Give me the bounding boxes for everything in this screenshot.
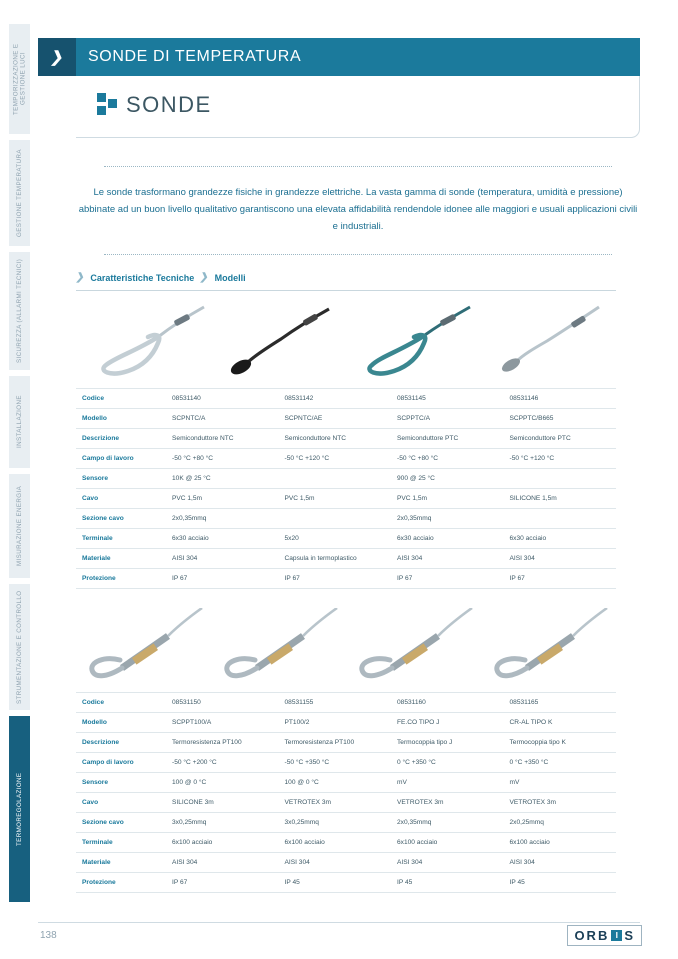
cell: 10K @ 25 °C: [166, 469, 279, 489]
row-label: Terminale: [76, 529, 166, 549]
table-row: [76, 693, 616, 713]
table-row: [76, 429, 616, 449]
row-label: Protezione: [76, 569, 166, 589]
section-name: SONDE: [126, 92, 212, 117]
chevron-small-icon: ❯: [74, 272, 86, 283]
cell: SCPPTC/A: [391, 409, 504, 429]
cell: SILICONE 3m: [166, 793, 279, 813]
page-number: 138: [40, 930, 57, 941]
cell: 100 @ 0 °C: [166, 773, 279, 793]
row-label: Cavo: [76, 793, 166, 813]
side-tab-misurazione-energia[interactable]: [8, 474, 30, 578]
table-row: [76, 753, 616, 773]
table-row: [76, 409, 616, 429]
product-image-scpntc-a: [76, 305, 211, 383]
brand-square-icon: I: [611, 930, 622, 941]
cell: 2x0,35mmq: [391, 509, 504, 529]
row-label: Materiale: [76, 853, 166, 873]
product-image-scppt100-a: [76, 608, 211, 693]
row-label: Modello: [76, 409, 166, 429]
cell: AISI 304: [166, 549, 279, 569]
intro-paragraph: Le sonde trasformano grandezze fisiche in grandezze elettriche. La vasta gamma di sonde (temperatura, umidità e pressione) abbinate ad un buon livello qualitativo garantiscono una elevata affidabilità rendendole idonee alle maggiori e usuali applicazioni civili e industriali.: [78, 187, 638, 232]
cell: FE.CO TIPO J: [391, 713, 504, 733]
row-label: Protezione: [76, 873, 166, 893]
cell: SCPNTC/A: [166, 409, 279, 429]
cell: 08531160: [391, 693, 504, 713]
nav-link-modelli[interactable]: Modelli: [214, 272, 246, 283]
cell: IP 67: [391, 569, 504, 589]
cell: 0 °C +350 °C: [391, 753, 504, 773]
row-label: Terminale: [76, 833, 166, 853]
cell: IP 45: [504, 873, 617, 893]
cell: PVC 1,5m: [166, 489, 279, 509]
cell: 2x0,35mmq: [391, 813, 504, 833]
table-row: [76, 833, 616, 853]
cell: 3x0,25mmq: [166, 813, 279, 833]
table-row: [76, 449, 616, 469]
table-row: [76, 389, 616, 409]
side-tab-label: TEMPORIZZAZIONE E GESTIONE LUCI: [12, 43, 27, 115]
cell: -50 °C +120 °C: [504, 449, 617, 469]
cell: [279, 509, 392, 529]
side-tab-gestione-temperatura[interactable]: [8, 140, 30, 246]
row-label: Codice: [76, 693, 166, 713]
cell: PVC 1,5m: [391, 489, 504, 509]
table-row: [76, 813, 616, 833]
cell: 08531146: [504, 389, 617, 409]
product-image-scpptc-a: [346, 305, 481, 383]
product-image-cral-tipo-k: [481, 608, 616, 693]
row-label: Descrizione: [76, 733, 166, 753]
cell: 2x0,35mmq: [166, 509, 279, 529]
cell: [504, 509, 617, 529]
cell: 6x30 acciaio: [391, 529, 504, 549]
cell: SCPPTC/B665: [504, 409, 617, 429]
divider-bottom: [104, 254, 612, 255]
side-tab-label: TERMOREGOLAZIONE: [16, 772, 23, 846]
row-label: Materiale: [76, 549, 166, 569]
cell: CR-AL TIPO K: [504, 713, 617, 733]
cell: Termocoppia tipo J: [391, 733, 504, 753]
cell: 08531155: [279, 693, 392, 713]
side-tab-label: GESTIONE TEMPERATURA: [16, 149, 23, 237]
spec-table-2: [76, 692, 616, 893]
cell: Semiconduttore NTC: [166, 429, 279, 449]
cell: Termoresistenza PT100: [279, 733, 392, 753]
cell: Termocoppia tipo K: [504, 733, 617, 753]
cell: 2x0,25mmq: [504, 813, 617, 833]
brand-logo-box: [567, 925, 642, 946]
chevron-small-icon: ❯: [199, 272, 210, 283]
cell: -50 °C +80 °C: [166, 449, 279, 469]
cell: mV: [391, 773, 504, 793]
cell: 6x30 acciaio: [166, 529, 279, 549]
row-label: Sensore: [76, 773, 166, 793]
cell: 08531142: [279, 389, 392, 409]
cell: -50 °C +120 °C: [279, 449, 392, 469]
row-label: Codice: [76, 389, 166, 409]
table-row: [76, 873, 616, 893]
side-tab-label: INSTALLAZIONE: [16, 395, 23, 449]
cell: [279, 469, 392, 489]
row-label: Descrizione: [76, 429, 166, 449]
page-title: SONDE DI TEMPERATURA: [88, 48, 302, 65]
cell: 100 @ 0 °C: [279, 773, 392, 793]
cell: mV: [504, 773, 617, 793]
table-row: [76, 733, 616, 753]
product-image-feco-tipo-j: [346, 608, 481, 693]
table-row: [76, 853, 616, 873]
cell: IP 67: [504, 569, 617, 589]
side-tab-sicurezza[interactable]: [8, 252, 30, 370]
bottom-bar: [0, 951, 678, 959]
cell: VETROTEX 3m: [391, 793, 504, 813]
cell: 08531140: [166, 389, 279, 409]
nav-underline: [76, 290, 616, 291]
cell: 3x0,25mmq: [279, 813, 392, 833]
chevron-right-icon: ❯: [48, 48, 66, 66]
row-label: Cavo: [76, 489, 166, 509]
cell: -50 °C +80 °C: [391, 449, 504, 469]
brand-text-right: S: [624, 928, 635, 943]
side-tab-label: STRUMENTAZIONE E CONTROLLO: [16, 590, 23, 704]
cell: 6x30 acciaio: [504, 529, 617, 549]
brand-text-left: ORB: [574, 928, 610, 943]
product-image-scpntc-ae: [211, 305, 346, 383]
cell: 08531145: [391, 389, 504, 409]
cell: 6x100 acciaio: [279, 833, 392, 853]
cell: IP 45: [391, 873, 504, 893]
table-row: [76, 549, 616, 569]
product-images-row-1: [76, 305, 616, 383]
cell: IP 45: [279, 873, 392, 893]
cell: SCPNTC/AE: [279, 409, 392, 429]
table-row: [76, 489, 616, 509]
table-row: [76, 793, 616, 813]
row-label: Sensore: [76, 469, 166, 489]
cell: SILICONE 1,5m: [504, 489, 617, 509]
table-row: [76, 773, 616, 793]
cell: VETROTEX 3m: [504, 793, 617, 813]
cell: IP 67: [166, 873, 279, 893]
cell: IP 67: [166, 569, 279, 589]
cell: 6x100 acciaio: [504, 833, 617, 853]
side-tab-installazione[interactable]: [8, 376, 30, 468]
table-row: [76, 469, 616, 489]
cell: Capsula in termoplastico: [279, 549, 392, 569]
row-label: Modello: [76, 713, 166, 733]
side-tab-label: MISURAZIONE ENERGIA: [16, 485, 23, 567]
side-tab-label: SICUREZZA (ALLARMI TECNICI): [16, 258, 23, 364]
table-row: [76, 529, 616, 549]
row-label: Campo di lavoro: [76, 449, 166, 469]
cell: SCPPT100/A: [166, 713, 279, 733]
table-row: [76, 509, 616, 529]
side-tab-strip: [0, 0, 33, 959]
cell: Semiconduttore NTC: [279, 429, 392, 449]
cell: 6x100 acciaio: [166, 833, 279, 853]
cell: -50 °C +350 °C: [279, 753, 392, 773]
cell: 0 °C +350 °C: [504, 753, 617, 773]
nav-link-caratteristiche[interactable]: Caratteristiche Tecniche: [90, 272, 195, 283]
cell: 5x20: [279, 529, 392, 549]
cell: Semiconduttore PTC: [504, 429, 617, 449]
side-tab-strumentazione[interactable]: [8, 584, 30, 710]
cell: Termoresistenza PT100: [166, 733, 279, 753]
cell: AISI 304: [504, 549, 617, 569]
table-row: [76, 569, 616, 589]
cell: 6x100 acciaio: [391, 833, 504, 853]
cell: -50 °C +200 °C: [166, 753, 279, 773]
cell: AISI 304: [391, 549, 504, 569]
table-row: [76, 713, 616, 733]
footer-divider: [38, 922, 640, 923]
header-chevron-box: [38, 38, 76, 76]
cell: [504, 469, 617, 489]
cell: IP 67: [279, 569, 392, 589]
section-nav: [76, 272, 616, 283]
cell: AISI 304: [504, 853, 617, 873]
product-image-scpptc-b665: [481, 305, 616, 383]
sonde-logo-icon: [97, 93, 119, 117]
cell: 08531150: [166, 693, 279, 713]
cell: PT100/2: [279, 713, 392, 733]
side-tab-termoregolazione[interactable]: [8, 716, 30, 902]
cell: AISI 304: [391, 853, 504, 873]
cell: AISI 304: [279, 853, 392, 873]
cell: 08531165: [504, 693, 617, 713]
side-tab-temporizzazione[interactable]: [8, 24, 30, 134]
row-label: Sezione cavo: [76, 813, 166, 833]
product-images-row-2: [76, 608, 616, 693]
spec-table-1: [76, 388, 616, 589]
cell: AISI 304: [166, 853, 279, 873]
cell: 900 @ 25 °C: [391, 469, 504, 489]
brand-logo: [567, 925, 642, 946]
cell: VETROTEX 3m: [279, 793, 392, 813]
cell: Semiconduttore PTC: [391, 429, 504, 449]
cell: PVC 1,5m: [279, 489, 392, 509]
row-label: Sezione cavo: [76, 509, 166, 529]
divider-top: [104, 166, 612, 167]
row-label: Campo di lavoro: [76, 753, 166, 773]
product-image-pt100-2: [211, 608, 346, 693]
